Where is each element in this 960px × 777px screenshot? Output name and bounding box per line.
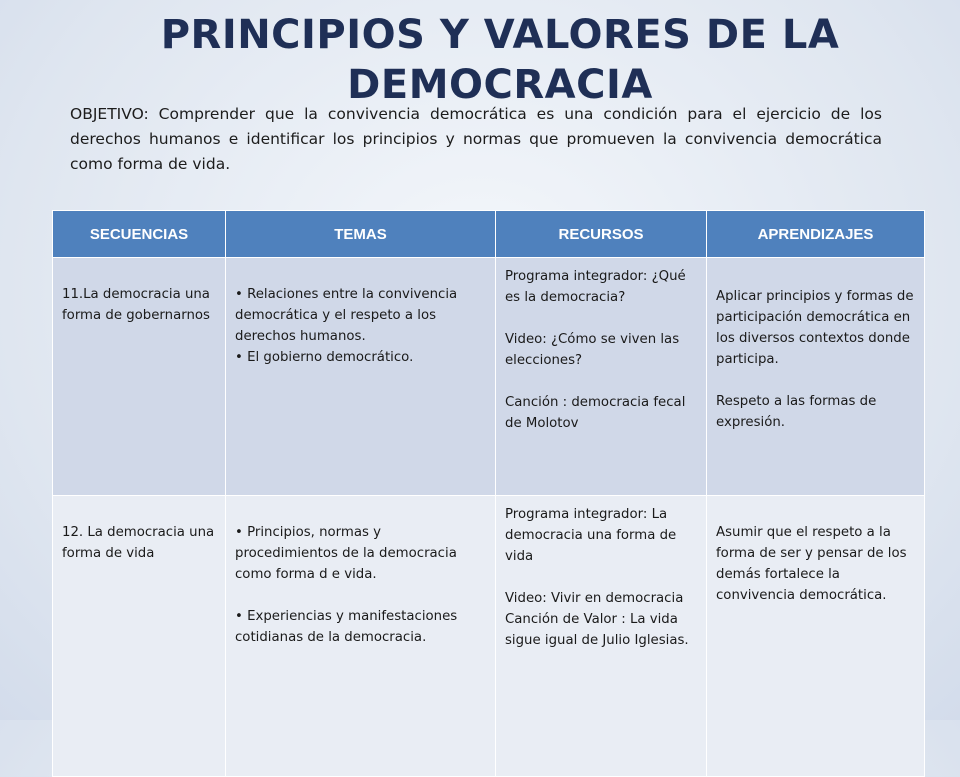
temas-cell — [226, 258, 496, 496]
header-temas: TEMAS — [226, 211, 496, 258]
page-title: PRINCIPIOS Y VALORES DE LA DEMOCRACIA — [160, 12, 840, 108]
recursos-cell — [496, 496, 707, 777]
recurso-item: Canción de Valor : La vida sigue igual de Julio Iglesias. — [505, 612, 689, 648]
recursos-cell — [496, 258, 707, 496]
header-secuencias: SECUENCIAS — [53, 211, 226, 258]
recurso-item: Video: ¿Cómo se viven las elecciones? — [505, 332, 680, 368]
aprendizaje-item: Asumir que el respeto a la forma de ser y pensar de los demás fortalece la convivencia democrática. — [716, 525, 907, 603]
secuencia-cell — [53, 258, 226, 496]
tema-item: • El gobierno democrático. — [235, 347, 487, 368]
secuencia-text: 12. La democracia una forma de vida — [62, 525, 215, 561]
table-header-row — [53, 211, 925, 258]
curriculum-table — [52, 210, 925, 777]
table-row — [53, 258, 925, 496]
recurso-item: Programa integrador: La democracia una forma de vida — [505, 507, 677, 564]
header-aprendizajes: APRENDIZAJES — [707, 211, 925, 258]
aprendizaje-item: Aplicar principios y formas de participación democrática en los diversos contextos donde participa. — [716, 289, 914, 367]
secuencia-cell — [53, 496, 226, 777]
recurso-item: Canción : democracia fecal de Molotov — [505, 395, 686, 431]
aprendizaje-item: Respeto a las formas de expresión. — [716, 394, 877, 430]
header-recursos: RECURSOS — [496, 211, 707, 258]
tema-item: • Experiencias y manifestaciones cotidianas de la democracia. — [235, 606, 487, 648]
tema-item: • Principios, normas y procedimientos de la democracia como forma d e vida. — [235, 522, 487, 585]
table-row — [53, 496, 925, 777]
tema-item: • Relaciones entre la convivencia democrática y el respeto a los derechos humanos. — [235, 284, 487, 347]
secuencia-text: 11.La democracia una forma de gobernarnos — [62, 287, 210, 323]
recurso-item: Video: Vivir en democracia — [505, 591, 684, 606]
aprendizajes-cell — [707, 496, 925, 777]
temas-cell — [226, 496, 496, 777]
recurso-item: Programa integrador: ¿Qué es la democracia? — [505, 269, 686, 305]
aprendizajes-cell — [707, 258, 925, 496]
objective-text: OBJETIVO: Comprender que la convivencia democrática es una condición para el ejercicio de los derechos humanos e identificar los principios y normas que promueven la convivencia democrática como forma de vida. — [70, 105, 882, 173]
